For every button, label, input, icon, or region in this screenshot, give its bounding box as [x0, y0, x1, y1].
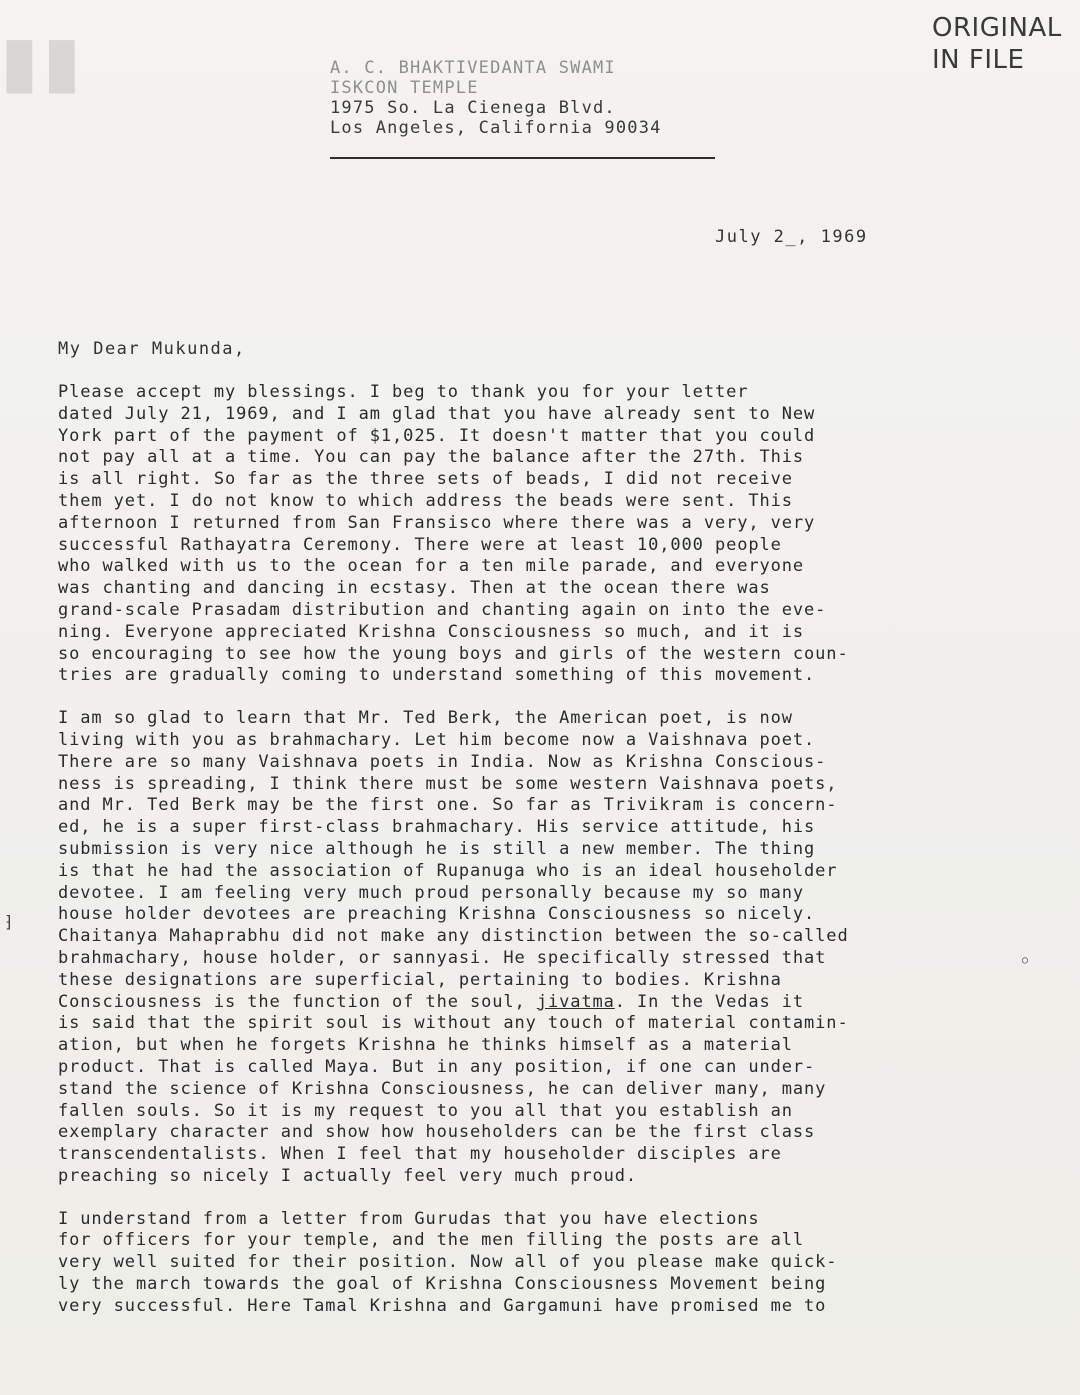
- letter-line: afternoon I returned from San Fransisco where there was a very, very: [58, 512, 816, 533]
- letter-line: was chanting and dancing in ecstasy. Then at the ocean there was: [58, 578, 771, 599]
- letterhead-city: Los Angeles, California 90034: [330, 118, 662, 138]
- letter-line: transcendentalists. When I feel that my householder disciples are: [58, 1144, 782, 1165]
- letter-line: is that he had the association of Rupanuga who is an ideal householder: [58, 860, 838, 881]
- stamp-line-1: ORIGINAL: [932, 13, 1062, 43]
- letter-line: not pay all at a time. You can pay the balance after the 27th. This: [58, 447, 805, 468]
- letter-line: successful Rathayatra Ceremony. There were at least 10,000 people: [58, 534, 782, 555]
- faded-file-mark: ▮▮: [0, 20, 86, 102]
- letter-date: July 2_, 1969: [715, 227, 868, 247]
- letter-line: for officers for your temple, and the men filling the posts are all: [58, 1230, 805, 1251]
- letterhead-temple: ISKCON TEMPLE: [330, 78, 479, 98]
- letter-line: so encouraging to see how the young boys and girls of the western coun-: [58, 643, 849, 664]
- letterhead-rule: [330, 157, 715, 159]
- letter-line: ness is spreading, I think there must be some western Vaishnava poets,: [58, 773, 838, 794]
- letter-paragraph: [58, 1209, 1008, 1318]
- margin-mark: ⁆: [4, 912, 14, 931]
- letter-line: these designations are superficial, pertaining to bodies. Krishna: [58, 969, 782, 990]
- letter-line: is all right. So far as the three sets of beads, I did not receive: [58, 469, 793, 490]
- letter-line: is said that the spirit soul is without any touch of material contamin-: [58, 1013, 849, 1034]
- letterhead: [330, 58, 750, 138]
- letterhead-name: A. C. BHAKTIVEDANTA SWAMI: [330, 58, 616, 78]
- letter-line: ation, but when he forgets Krishna he thinks himself as a material: [58, 1035, 793, 1056]
- letter-line: Please accept my blessings. I beg to thank you for your letter: [58, 382, 749, 402]
- letterhead-street: 1975 So. La Cienega Blvd.: [330, 98, 616, 118]
- letter-line: I understand from a letter from Gurudas that you have elections: [58, 1208, 760, 1229]
- letter-line: who walked with us to the ocean for a ten mile parade, and everyone: [58, 556, 805, 577]
- letter-line: preaching so nicely I actually feel very much proud.: [58, 1165, 638, 1186]
- letter-line: submission is very nice although he is still a new member. The thing: [58, 838, 816, 859]
- letter-line: brahmachary, house holder, or sannyasi. He specifically stressed that: [58, 947, 827, 968]
- letter-line: very well suited for their position. Now all of you please make quick-: [58, 1252, 838, 1273]
- letter-line: house holder devotees are preaching Krishna Consciousness so nicely.: [58, 904, 816, 925]
- letter-line: and Mr. Ted Berk may be the first one. So far as Trivikram is concern-: [58, 795, 838, 816]
- letter-line: product. That is called Maya. But in any position, if one can under-: [58, 1056, 816, 1077]
- letter-line: fallen souls. So it is my request to you all that you establish an: [58, 1100, 793, 1121]
- letter-line: tries are gradually coming to understand something of this movement.: [58, 665, 816, 686]
- letter-line: dated July 21, 1969, and I am glad that you have already sent to New: [58, 403, 816, 424]
- margin-dot: ○: [1022, 955, 1029, 966]
- letter-line: Consciousness is the function of the soul, jivatma. In the Vedas it: [58, 991, 805, 1012]
- letter-line: grand-scale Prasadam distribution and chanting again on into the eve-: [58, 599, 827, 620]
- letter-line: devotee. I am feeling very much proud personally because my so many: [58, 882, 805, 903]
- letter-line: Chaitanya Mahaprabhu did not make any distinction between the so-called: [58, 926, 849, 947]
- letter-paragraph: [58, 708, 1008, 1188]
- letter-line: exemplary character and show how householders can be the first class: [58, 1122, 816, 1143]
- letter-body: [58, 382, 1008, 1339]
- letter-paragraph: [58, 382, 1008, 687]
- letter-line: ed, he is a super first-class brahmachary. His service attitude, his: [58, 817, 816, 838]
- stamp-line-2: IN FILE: [932, 45, 1025, 75]
- original-in-file-stamp: [932, 12, 1072, 76]
- letter-line: There are so many Vaishnava poets in India. Now as Krishna Conscious-: [58, 751, 827, 772]
- letter-line: very successful. Here Tamal Krishna and Gargamuni have promised me to: [58, 1295, 827, 1316]
- letter-line: stand the science of Krishna Consciousness, he can deliver many, many: [58, 1078, 827, 1099]
- letter-line: them yet. I do not know to which address the beads were sent. This: [58, 490, 793, 511]
- letter-line: living with you as brahmachary. Let him become now a Vaishnava poet.: [58, 729, 816, 750]
- letter-line: ly the march towards the goal of Krishna Consciousness Movement being: [58, 1274, 827, 1295]
- letter-line: ning. Everyone appreciated Krishna Consciousness so much, and it is: [58, 621, 805, 642]
- salutation: My Dear Mukunda,: [58, 339, 246, 359]
- letter-line: York part of the payment of $1,025. It doesn't matter that you could: [58, 425, 816, 446]
- letter-line: I am so glad to learn that Mr. Ted Berk, the American poet, is now: [58, 708, 793, 729]
